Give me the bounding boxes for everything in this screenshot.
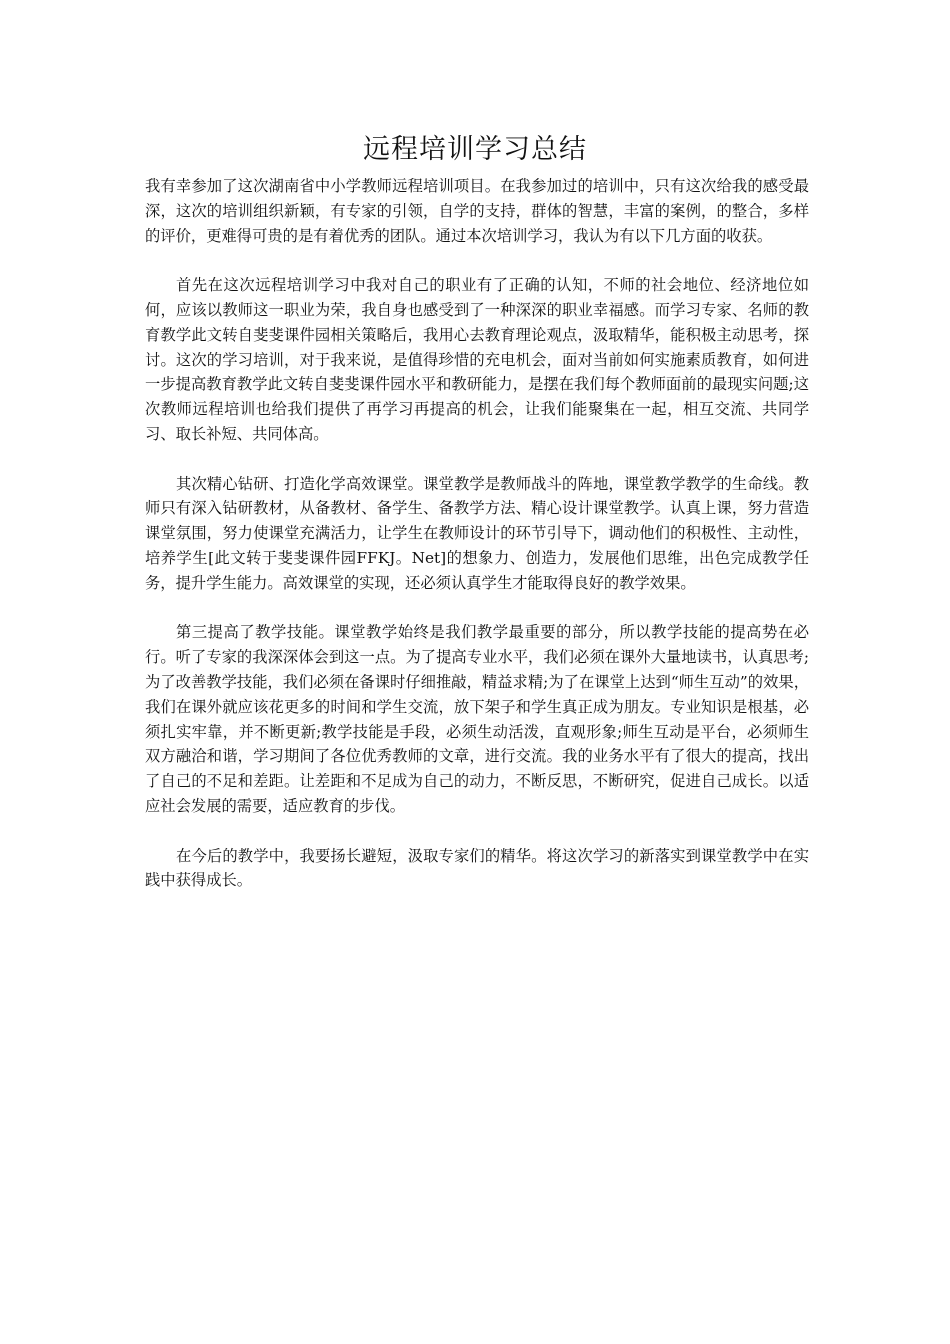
document-body	[145, 174, 809, 918]
document-title: 远程培训学习总结	[363, 134, 587, 165]
paragraph-first: 首先在这次远程培训学习中我对自己的职业有了正确的认知，不师的社会地位、经济地位如何，应该以教师这一职业为荣，我自身也感受到了一种深深的职业幸福感。而学习专家、名师的教育教学此文转自斐斐课件园相关策略后，我用心去教育理论观点，汲取精华，能积极主动思考，探讨。这次的学习培训，对于我来说，是值得珍惜的充电机会，面对当前如何实施素质教育，如何进一步提高教育教学此文转自斐斐课件园水平和教研能力，是摆在我们每个教师面前的最现实问题;这次教师远程培训也给我们提供了再学习再提高的机会，让我们能聚集在一起，相互交流、共同学习、取长补短、共同体高。	[145, 276, 809, 443]
paragraph-third: 第三提高了教学技能。课堂教学始终是我们教学最重要的部分，所以教学技能的提高势在必行。听了专家的我深深体会到这一点。为了提高专业水平，我们必须在课外大量地读书，认真思考;为了改善教学技能，我们必须在备课时仔细推敲，精益求精;为了在课堂上达到“师生互动”的效果，我们在课外就应该花更多的时间和学生交流，放下架子和学生真正成为朋友。专业知识是根基，必须扎实牢靠，并不断更新;教学技能是手段，必须生动活泼，直观形象;师生互动是平台，必须师生双方融洽和谐，学习期间了各位优秀教师的文章，进行交流。我的业务水平有了很大的提高，找出了自己的不足和差距。让差距和不足成为自己的动力，不断反思，不断研究，促进自己成长。以适应社会发展的需要，适应教育的步伐。	[145, 623, 809, 815]
paragraph-second: 其次精心钻研、打造化学高效课堂。课堂教学是教师战斗的阵地，课堂教学教学的生命线。教师只有深入钻研教材，从备教材、备学生、备教学方法、精心设计课堂教学。认真上课，努力营造课堂氛围，努力使课堂充满活力，让学生在教师设计的环节引导下，调动他们的积极性、主动性，培养学生[此文转于斐斐课件园FFKJ。Net]的想象力、创造力，发展他们思维，出色完成教学任务，提升学生能力。高效课堂的实现，还必须认真学生才能取得良好的教学效果。	[145, 474, 809, 592]
paragraph-conclusion: 在今后的教学中，我要扬长避短，汲取专家们的精华。将这次学习的新落实到课堂教学中在实践中获得成长。	[145, 846, 809, 890]
paragraph-intro: 我有幸参加了这次湖南省中小学教师远程培训项目。在我参加过的培训中，只有这次给我的感受最深，这次的培训组织新颖，有专家的引领，自学的支持，群体的智慧，丰富的案例，的整合，多样的评价，更难得可贵的是有着优秀的团队。通过本次培训学习，我认为有以下几方面的收获。	[145, 177, 809, 245]
